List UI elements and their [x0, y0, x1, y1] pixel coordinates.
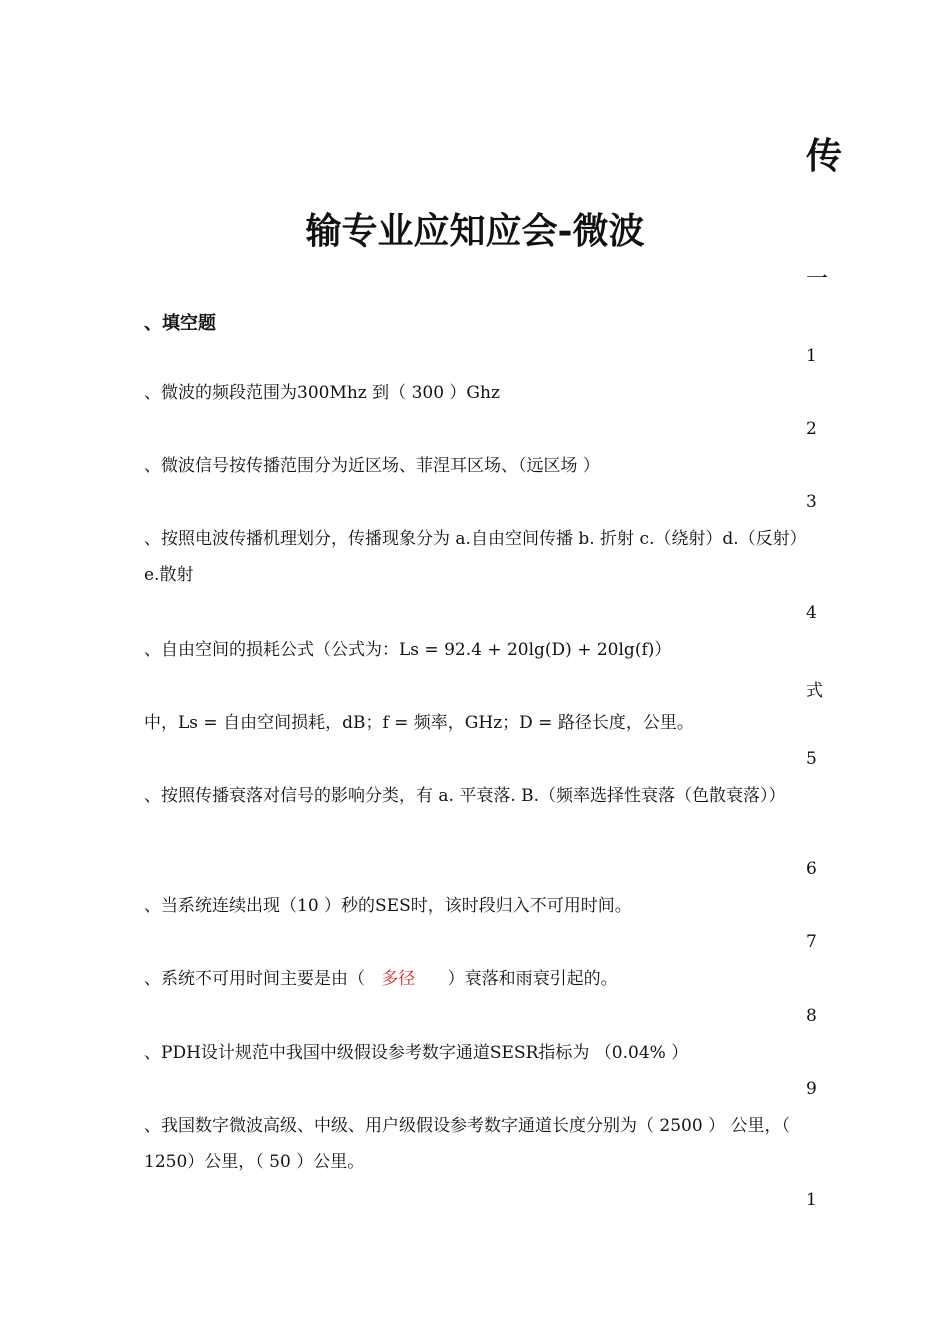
- title-first-char: 传: [806, 135, 843, 177]
- section-heading: 、填空题: [144, 313, 216, 334]
- question-number: 6: [806, 859, 817, 879]
- question-number: 1: [806, 1190, 817, 1210]
- question-number: 3: [806, 492, 817, 512]
- question-text-after: ）衰落和雨衰引起的。: [415, 969, 618, 989]
- question-text: 、微波的频段范围为300Mhz 到（ 300 ）Ghz: [144, 383, 500, 403]
- answer-highlight: 多径: [381, 969, 416, 989]
- question-number: 4: [806, 603, 817, 623]
- question-number: 2: [806, 419, 817, 439]
- page-title: 输专业应知应会-微波: [305, 210, 645, 252]
- question-text-before: 、系统不可用时间主要是由（: [144, 969, 382, 989]
- question-number: 9: [806, 1079, 817, 1099]
- question-text: 、自由空间的损耗公式（公式为：Ls = 92.4 + 20lg(D) + 20lg(f)）: [144, 640, 672, 660]
- continuation-marker: 式: [806, 681, 823, 701]
- question-text: 、微波信号按传播范围分为近区场、菲涅耳区场、（远区场 ）: [144, 456, 600, 476]
- question-text: 、按照传播衰落对信号的影响分类，有 a. 平衰落. B.（频率选择性衰落（色散衰落））: [144, 786, 786, 806]
- question-number: 5: [806, 749, 817, 769]
- question-number: 1: [806, 346, 817, 366]
- question-text: 、当系统连续出现（10 ）秒的SES时，该时段归入不可用时间。: [144, 896, 632, 916]
- question-text: 、我国数字微波高级、中级、用户级假设参考数字通道长度分别为（ 2500 ） 公里，（ 1250）公里，（ 50 ）公里。: [144, 1116, 790, 1172]
- question-text: [144, 961, 808, 997]
- question-text: 、PDH设计规范中我国中级假设参考数字通道SESR指标为 （0.04% ）: [144, 1043, 689, 1063]
- question-number: 7: [806, 932, 817, 952]
- section-number: 一: [806, 267, 829, 292]
- question-number: 8: [806, 1006, 817, 1026]
- question-continuation: 中，Ls = 自由空间损耗，dB；f = 频率，GHz；D = 路径长度，公里。: [144, 713, 694, 733]
- question-text: 、按照电波传播机理划分，传播现象分为 a.自由空间传播 b. 折射 c.（绕射）d.（反射） e.散射: [144, 529, 807, 585]
